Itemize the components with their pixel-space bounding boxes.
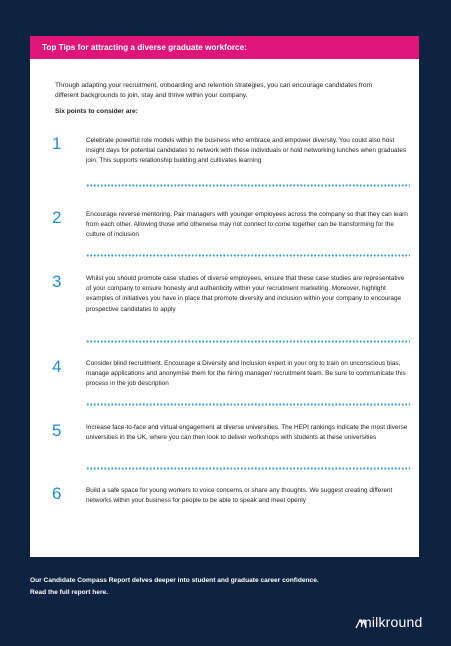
dotted-divider xyxy=(86,184,410,187)
tip-text: Consider blind recruitment. Encourage a Diversity and Inclusion expert in your org to train on unconscious bias, manage applications and anonymise them for the hiring manager/ recruitment team. Be sure to communicate this process in the job description xyxy=(86,360,406,388)
dotted-divider xyxy=(86,254,410,257)
tip-text: Celebrate powerful role models within the business who embrace and empower diversity. You could also host insight days for potential candidates to network with these individuals or hold networking lunches when graduates join. This supports relationship building and cultivates learning xyxy=(86,137,407,165)
tip-number: 2 xyxy=(52,208,62,227)
tip-number: 1 xyxy=(52,134,62,153)
brand-logo: milkround xyxy=(360,614,423,630)
tips-card xyxy=(30,36,419,557)
tip-number: 4 xyxy=(52,357,62,376)
dotted-divider xyxy=(86,403,410,406)
report-link[interactable]: Read the full report here. xyxy=(30,589,109,596)
tip-text: Build a safe space for young workers to voice concerns or share any thoughts. We suggest creating different networks within your business for people to be able to speak and meet openly xyxy=(86,487,393,505)
intro-text: Through adapting your recruitment, onboarding and retention strategies, you can encourage candidates from different backgrounds to join, stay and thrive within your company. xyxy=(55,82,373,99)
intro-subheading: Six points to consider are: xyxy=(55,108,138,115)
tip-number: 5 xyxy=(52,421,62,440)
tip-text: Increase face-to-face and virtual engagement at diverse universities. The HEPI rankings indicate the most diverse universities in the UK, where you can then look to deliver workshops with students at these universities xyxy=(86,424,408,442)
dotted-divider xyxy=(86,340,410,343)
tip-text: Encourage reverse mentoring. Pair managers with younger employees across the company so that they can learn from each other. Allowing those who otherwise may not connect to come together can be transforming for the culture of inclusion xyxy=(86,211,408,239)
dotted-divider xyxy=(86,467,410,470)
footer-line: Our Candidate Compass Report delves deeper into student and graduate career confidence. xyxy=(30,577,319,584)
tip-number: 3 xyxy=(52,272,62,291)
banner-title: Top Tips for attracting a diverse graduate workforce: xyxy=(30,36,419,59)
tip-number: 6 xyxy=(52,484,62,503)
footer xyxy=(30,575,390,599)
tip-text: Whilst you should promote case studies of diverse employees, ensure that these case studies are representative of your company to ensure honesty and authenticity within your recruitment marketing. Moreover, highlight examples of initiatives you have in place that promote diversity and inclusion within your company to encourage prospective candidates to apply xyxy=(86,275,405,313)
